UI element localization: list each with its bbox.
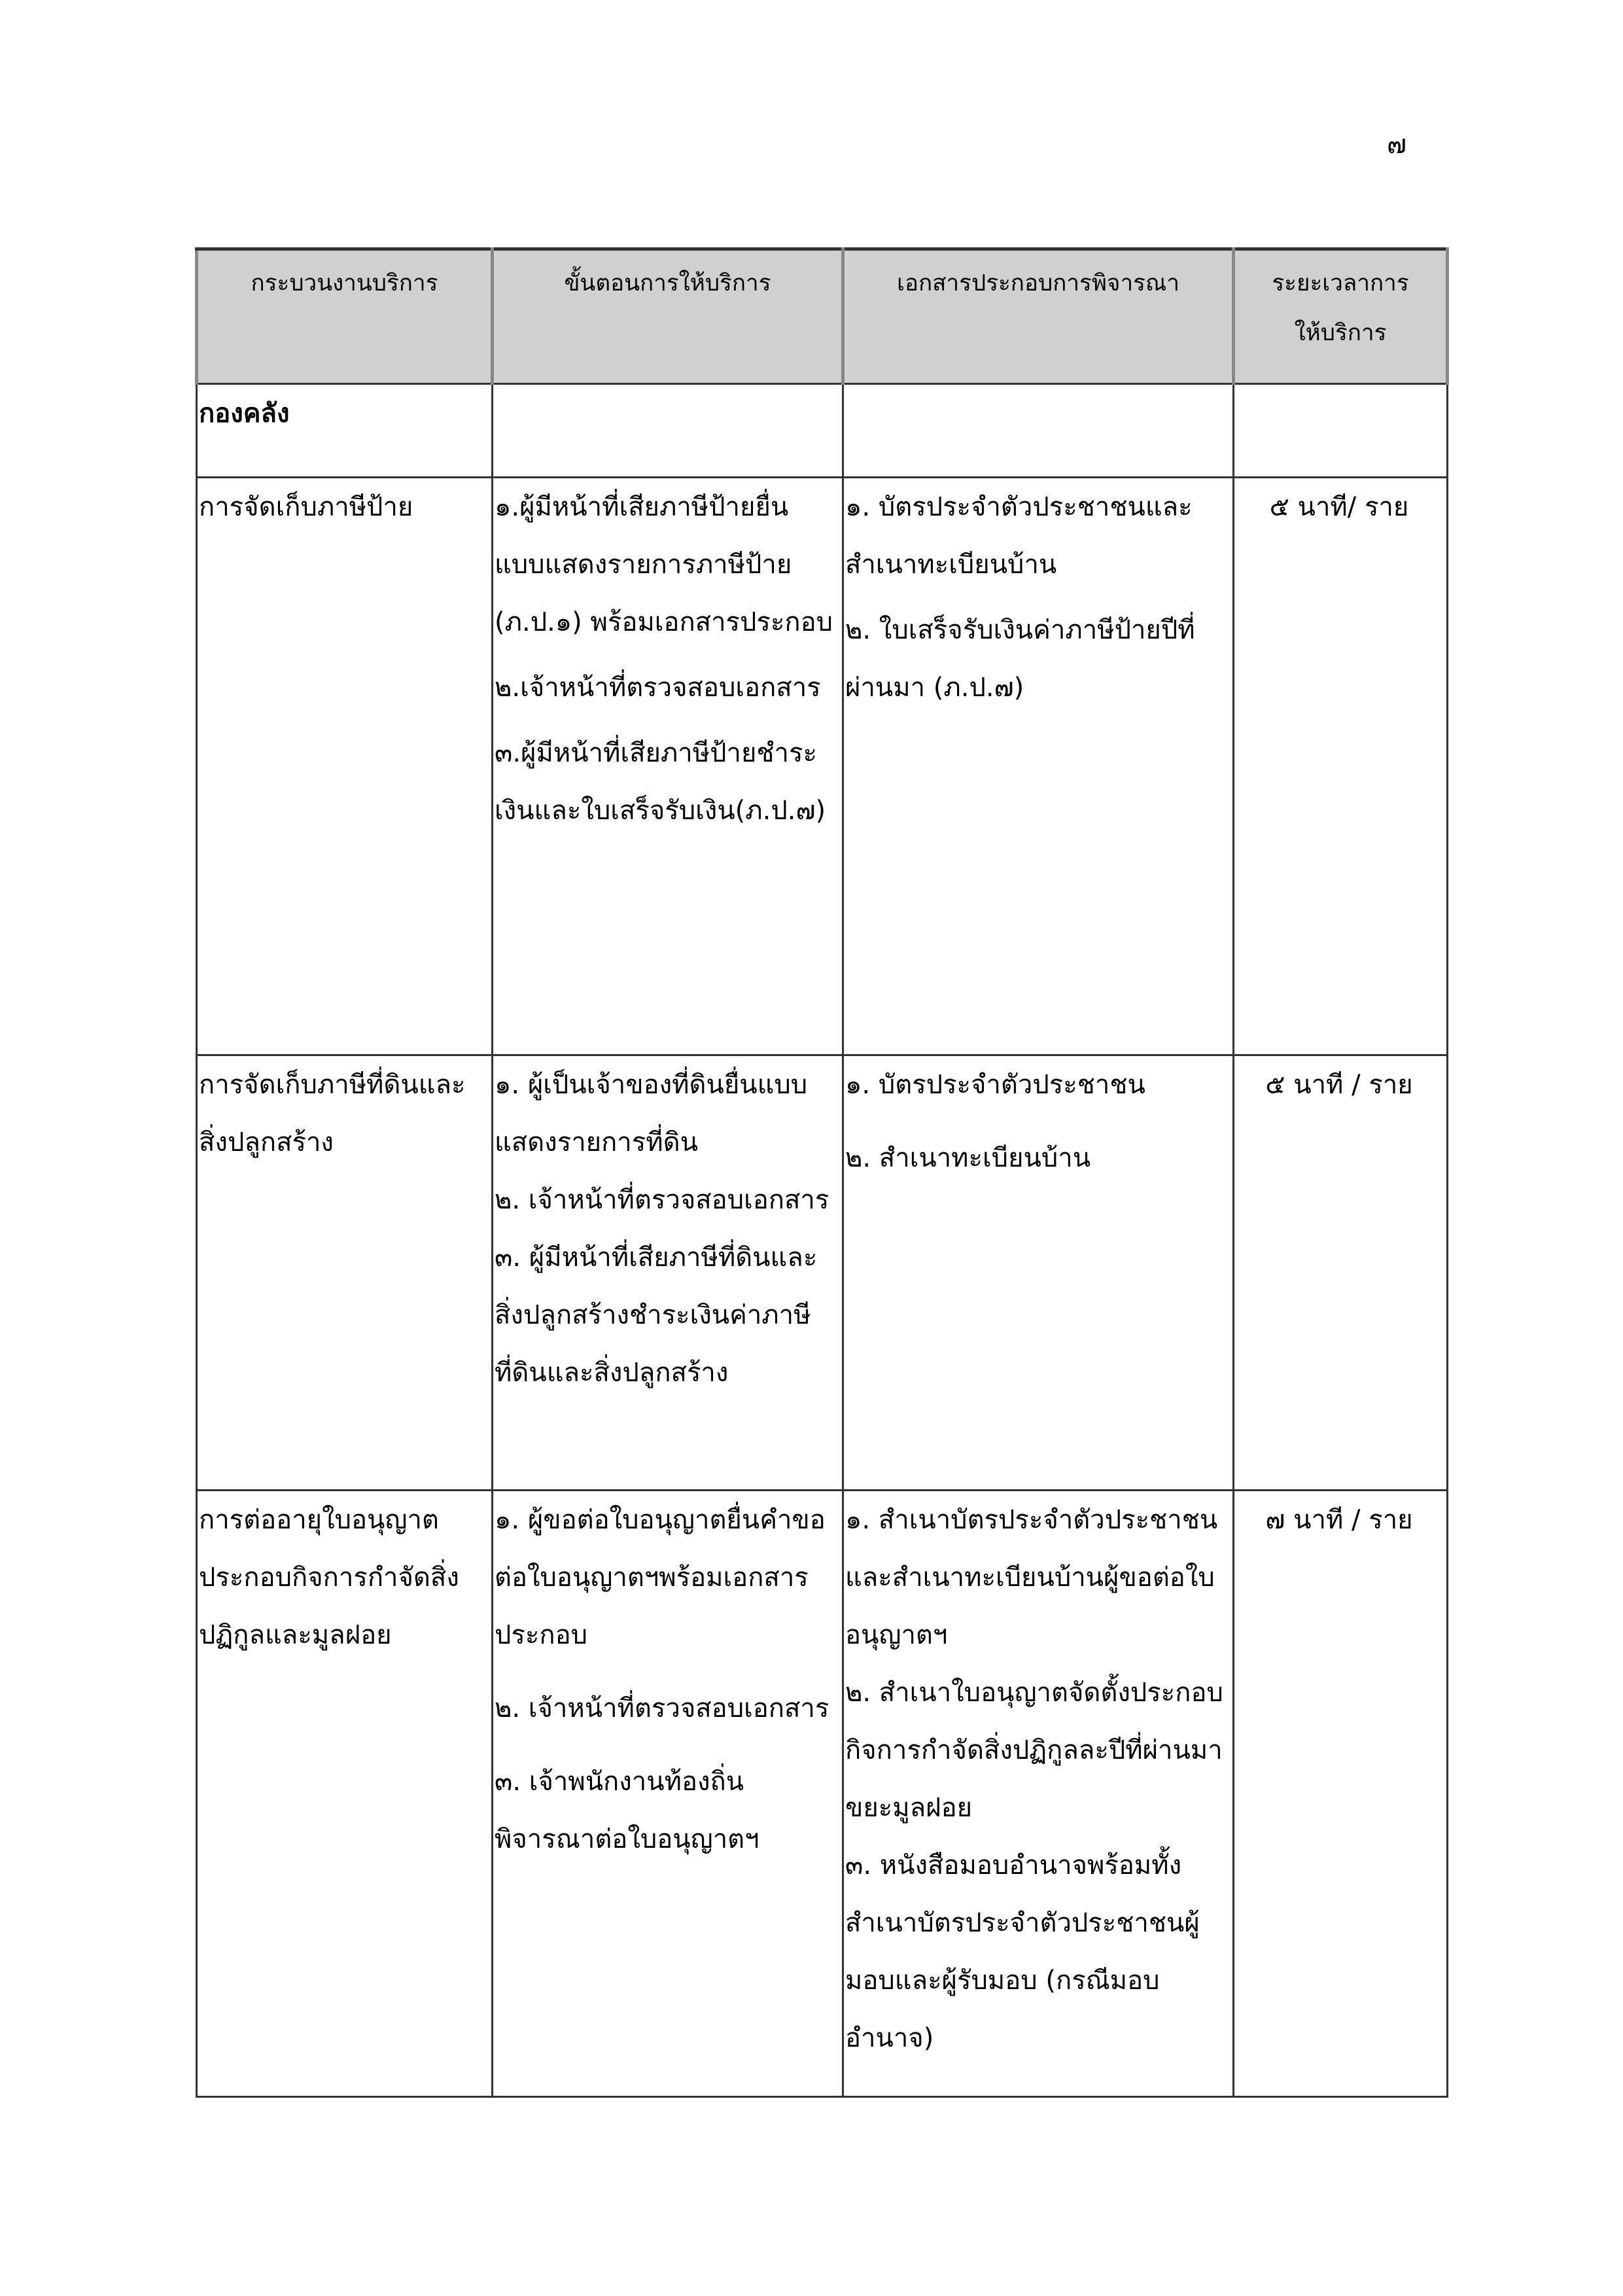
steps-cell xyxy=(493,1055,843,1491)
table-row xyxy=(197,1055,1448,1491)
document-item: ๑. บัตรประจำตัวประชาชนและสำเนาทะเบียนบ้าน xyxy=(845,492,1193,580)
table-row xyxy=(197,478,1448,1055)
step-item: ๓.ผู้มีหน้าที่เสียภาษีป้ายชำระเงินและใบเสร็จรับเงิน(ภ.ป.๗) xyxy=(495,738,826,826)
duration-value: ๕ นาที / ราย xyxy=(1265,1070,1413,1100)
document-item: ๓. หนังสือมอบอำนาจพร้อมทั้งสำเนาบัตรประจำตัวประชาชนผู้มอบและผู้รับมอบ (กรณีมอบอำนาจ) xyxy=(845,1850,1200,2053)
service-table xyxy=(195,247,1449,2098)
header-supporting-documents: เอกสารประกอบการพิจารณา xyxy=(843,249,1234,384)
document-item: ๑. สำเนาบัตรประจำตัวประชาชนและสำเนาทะเบียนบ้านผู้ขอต่อใบอนุญาตฯ xyxy=(845,1505,1218,1650)
section-row xyxy=(197,384,1448,478)
service-name: การจัดเก็บภาษีที่ดินและสิ่งปลูกสร้าง xyxy=(199,1070,466,1157)
step-item: ๑. ผู้เป็นเจ้าของที่ดินยื่นแบบแสดงรายการที่ดิน xyxy=(495,1070,808,1157)
service-name-cell xyxy=(197,478,493,1055)
duration-cell xyxy=(1234,1055,1448,1491)
step-item: ๒. เจ้าหน้าที่ตรวจสอบเอกสาร xyxy=(495,1693,829,1723)
document-item: ๑. บัตรประจำตัวประชาชน xyxy=(845,1070,1145,1100)
steps-cell xyxy=(493,478,843,1055)
documents-cell xyxy=(843,478,1234,1055)
header-service-steps: ขั้นตอนการให้บริการ xyxy=(493,249,843,384)
table-row xyxy=(197,1491,1448,2097)
section-empty-cell xyxy=(1234,384,1448,478)
step-item: ๒.เจ้าหน้าที่ตรวจสอบเอกสาร xyxy=(495,673,821,703)
step-item: ๑.ผู้มีหน้าที่เสียภาษีป้ายยื่นแบบแสดงรายการภาษีป้าย (ภ.ป.๑) พร้อมเอกสารประกอบ xyxy=(495,492,833,637)
document-item: ๒. สำเนาทะเบียนบ้าน xyxy=(845,1143,1091,1173)
document-item: ๒. ใบเสร็จรับเงินค่าภาษีป้ายปีที่ผ่านมา (ภ.ป.๗) xyxy=(845,615,1195,703)
step-item: ๓. เจ้าพนักงานท้องถิ่นพิจารณาต่อใบอนุญาตฯ xyxy=(495,1767,759,1854)
steps-cell xyxy=(493,1491,843,2097)
section-title: กองคลัง xyxy=(197,384,493,478)
duration-value: ๕ นาที/ ราย xyxy=(1269,492,1409,522)
duration-cell xyxy=(1234,1491,1448,2097)
duration-value: ๗ นาที / ราย xyxy=(1265,1505,1413,1535)
step-item: ๑. ผู้ขอต่อใบอนุญาตยื่นคำขอต่อใบอนุญาตฯพร้อมเอกสารประกอบ xyxy=(495,1505,826,1650)
header-service-duration-label: ระยะเวลาการ ให้บริการ xyxy=(1272,270,1409,346)
step-item: ๒. เจ้าหน้าที่ตรวจสอบเอกสาร xyxy=(495,1185,829,1215)
page-number: ๗ xyxy=(1387,130,1407,160)
header-service-duration xyxy=(1234,249,1448,384)
table-header-row xyxy=(197,249,1448,384)
section-empty-cell xyxy=(493,384,843,478)
header-service-process: กระบวนงานบริการ xyxy=(197,249,493,384)
service-name: การต่ออายุใบอนุญาตประกอบกิจการกำจัดสิ่งปฏิกูลและมูลฝอย xyxy=(199,1505,459,1650)
service-name: การจัดเก็บภาษีป้าย xyxy=(199,492,413,522)
service-name-cell xyxy=(197,1491,493,2097)
documents-cell xyxy=(843,1055,1234,1491)
step-item: ๓. ผู้มีหน้าที่เสียภาษีที่ดินและสิ่งปลูกสร้างชำระเงินค่าภาษีที่ดินและสิ่งปลูกสร้าง xyxy=(495,1243,818,1388)
section-empty-cell xyxy=(843,384,1234,478)
service-name-cell xyxy=(197,1055,493,1491)
documents-cell xyxy=(843,1491,1234,2097)
document-item: ๒. สำเนาใบอนุญาตจัดตั้งประกอบกิจการกำจัดสิ่งปฏิกูลละปีที่ผ่านมาขยะมูลฝอย xyxy=(845,1678,1223,1823)
duration-cell xyxy=(1234,478,1448,1055)
